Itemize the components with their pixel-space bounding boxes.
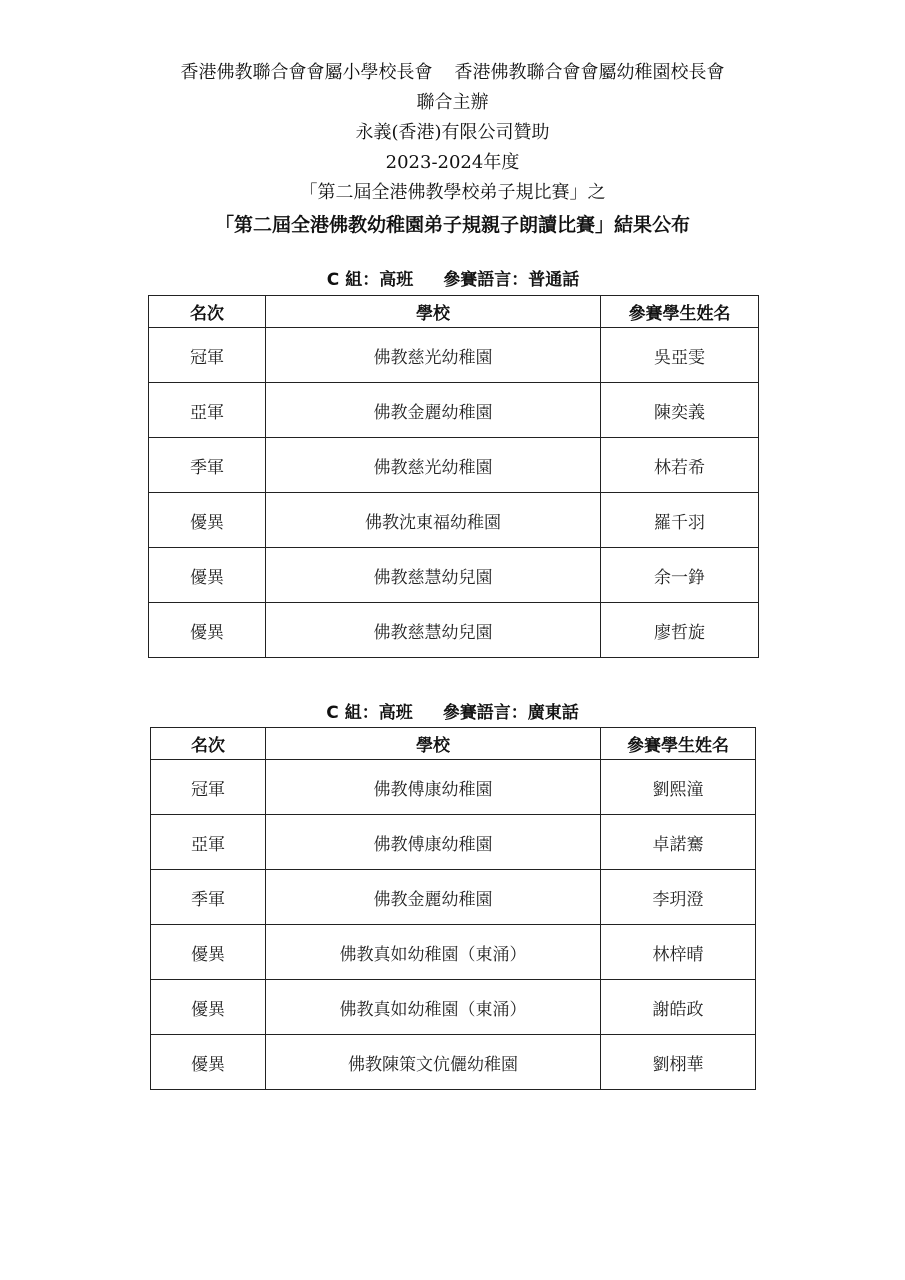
school-cell: 佛教金麗幼稚園 [266, 383, 601, 438]
rank-cell: 優異 [151, 925, 266, 980]
student-cell: 劉熙潼 [601, 760, 756, 815]
table-row [151, 870, 756, 925]
student-cell: 李玥澄 [601, 870, 756, 925]
sponsor-line: 永義(香港)有限公司贊助 [355, 122, 550, 143]
rank-cell: 優異 [149, 548, 266, 603]
rank-cell: 季軍 [151, 870, 266, 925]
rank-cell: 優異 [151, 1035, 266, 1090]
school-cell: 佛教慈慧幼兒園 [266, 548, 601, 603]
column-header-student: 參賽學生姓名 [601, 728, 756, 760]
results-table-cantonese [150, 727, 756, 1090]
school-cell: 佛教傅康幼稚園 [266, 815, 601, 870]
student-cell: 陳奕義 [601, 383, 759, 438]
column-header-student: 參賽學生姓名 [601, 296, 759, 328]
document-header [0, 58, 905, 242]
results-title: 「第二屆全港佛教幼稚園弟子規親子朗讀比賽」結果公布 [214, 214, 690, 236]
student-cell: 吳亞雯 [601, 328, 759, 383]
table-row [151, 760, 756, 815]
co-organized-line: 聯合主辦 [416, 92, 489, 113]
section-heading-cantonese [150, 701, 755, 725]
school-cell: 佛教真如幼稚園（東涌） [266, 925, 601, 980]
competition-name: 「第二屆全港佛教學校弟子規比賽」之 [299, 182, 606, 203]
section-group: C 組：高班 [326, 270, 414, 290]
table-header-row [149, 296, 759, 328]
school-cell: 佛教慈光幼稚園 [266, 328, 601, 383]
rank-cell: 優異 [149, 493, 266, 548]
rank-cell: 亞軍 [151, 815, 266, 870]
rank-cell: 優異 [151, 980, 266, 1035]
rank-cell: 季軍 [149, 438, 266, 493]
organizers-line [0, 58, 905, 88]
column-header-rank: 名次 [149, 296, 266, 328]
section-language: 參賽語言：廣東話 [442, 703, 579, 723]
table-row [151, 1035, 756, 1090]
rank-cell: 亞軍 [149, 383, 266, 438]
school-cell: 佛教沈東福幼稚園 [266, 493, 601, 548]
rank-cell: 優異 [149, 603, 266, 658]
academic-year: 2023-2024年度 [385, 152, 520, 173]
table-row [149, 493, 759, 548]
school-cell: 佛教傅康幼稚園 [266, 760, 601, 815]
student-cell: 劉栩華 [601, 1035, 756, 1090]
student-cell: 廖哲旋 [601, 603, 759, 658]
student-cell: 羅千羽 [601, 493, 759, 548]
table-header-row [151, 728, 756, 760]
table-row [149, 603, 759, 658]
column-header-school: 學校 [266, 728, 601, 760]
school-cell: 佛教金麗幼稚園 [266, 870, 601, 925]
school-cell: 佛教陳策文伉儷幼稚園 [266, 1035, 601, 1090]
table-row [151, 815, 756, 870]
table-row [149, 548, 759, 603]
table-row [149, 328, 759, 383]
student-cell: 林梓晴 [601, 925, 756, 980]
table-row [151, 925, 756, 980]
table-row [151, 980, 756, 1035]
table-row [149, 438, 759, 493]
table-row [149, 383, 759, 438]
rank-cell: 冠軍 [151, 760, 266, 815]
results-table-putonghua [148, 295, 759, 658]
section-heading-putonghua [148, 268, 758, 292]
student-cell: 謝皓政 [601, 980, 756, 1035]
column-header-rank: 名次 [151, 728, 266, 760]
rank-cell: 冠軍 [149, 328, 266, 383]
student-cell: 卓諾騫 [601, 815, 756, 870]
school-cell: 佛教真如幼稚園（東涌） [266, 980, 601, 1035]
organizer-kindergarten-principals: 香港佛教聯合會會屬幼稚園校長會 [454, 62, 725, 83]
school-cell: 佛教慈光幼稚園 [266, 438, 601, 493]
school-cell: 佛教慈慧幼兒園 [266, 603, 601, 658]
student-cell: 余一錚 [601, 548, 759, 603]
column-header-school: 學校 [266, 296, 601, 328]
student-cell: 林若希 [601, 438, 759, 493]
section-group: C 組：高班 [326, 703, 413, 723]
organizer-primary-principals: 香港佛教聯合會會屬小學校長會 [180, 62, 433, 83]
section-language: 參賽語言：普通話 [443, 270, 580, 290]
